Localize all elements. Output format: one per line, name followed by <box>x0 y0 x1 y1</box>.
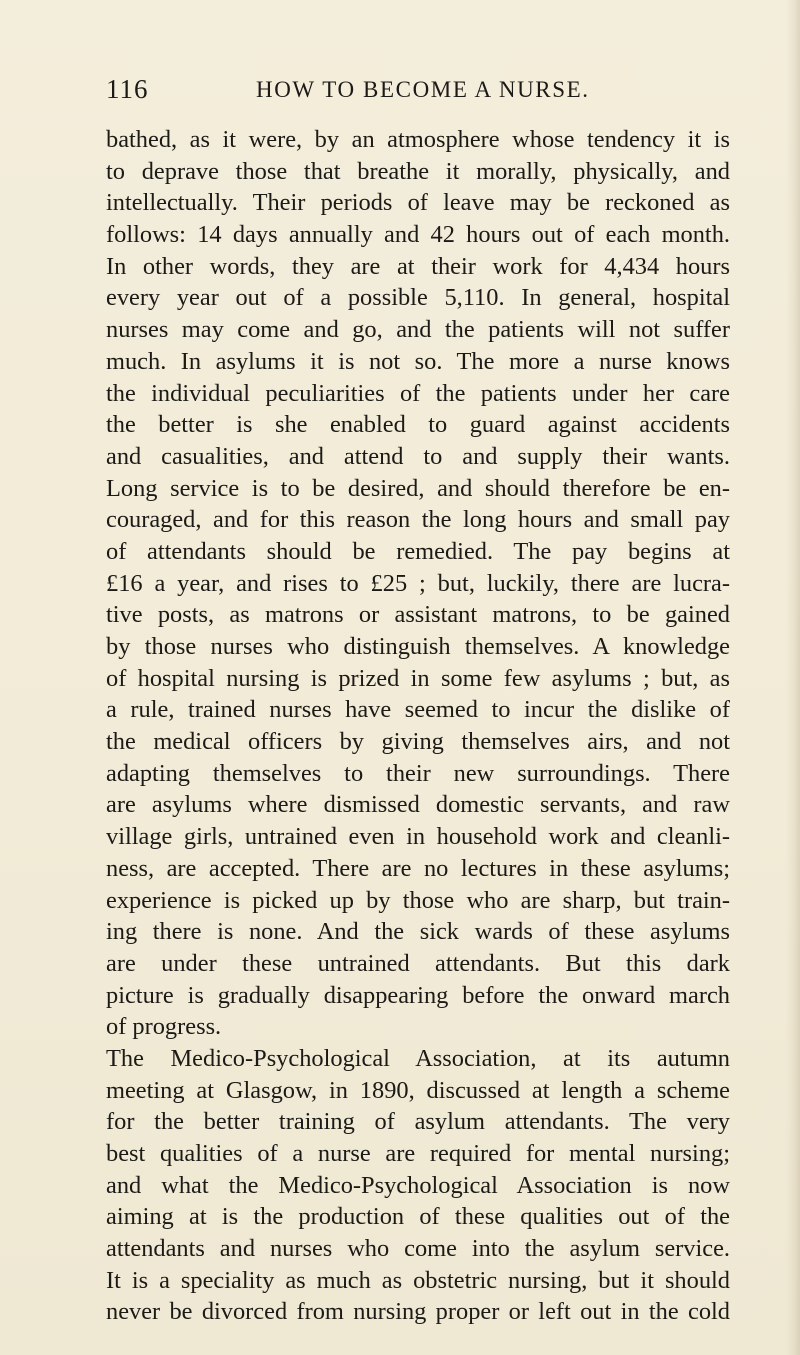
text-line: the individual peculiarities of the patients under her care <box>106 379 730 407</box>
text-line: of progress. <box>106 1013 222 1041</box>
text-line: The Medico-Psychological Association, at its autumn <box>106 1044 730 1072</box>
text-line: tive posts, as matrons or assistant matrons, to be gained <box>106 601 730 629</box>
text-line: and casualities, and attend to and supply their wants. <box>106 442 730 470</box>
text-line: picture is gradually disappearing before the onward march <box>106 981 730 1009</box>
page-edge-shadow <box>786 0 800 1355</box>
text-line: aiming at is the production of these qualities out of the <box>106 1203 730 1231</box>
text-line: intellectually. Their periods of leave may be reckoned as <box>106 189 730 217</box>
text-line: by those nurses who distinguish themselves. A knowledge <box>106 633 730 660</box>
text-line: ness, are accepted. There are no lectures in these asylums; <box>106 854 730 882</box>
text-line: best qualities of a nurse are required for mental nursing; <box>106 1140 730 1167</box>
text-line: couraged, and for this reason the long hours and small pay <box>106 506 730 534</box>
text-line: bathed, as it were, by an atmosphere whose tendency it is <box>106 126 730 153</box>
text-line: are asylums where dismissed domestic servants, and raw <box>106 791 730 819</box>
text-line: and what the Medico-Psychological Association is now <box>106 1171 730 1199</box>
text-line: In other words, they are at their work for 4,434 hours <box>106 252 730 280</box>
text-line: ing there is none. And the sick wards of these asylums <box>106 918 730 946</box>
body-text <box>106 124 730 1328</box>
text-line: It is a speciality as much as obstetric nursing, but it should <box>106 1266 730 1294</box>
text-line: of hospital nursing is prized in some few asylums ; but, as <box>106 664 730 692</box>
page-number: 116 <box>106 74 149 104</box>
text-line: follows: 14 days annually and 42 hours out of each month. <box>106 221 730 249</box>
text-line: nurses may come and go, and the patients will not suffer <box>106 316 730 344</box>
running-head <box>106 74 726 114</box>
text-line: village girls, untrained even in household work and cleanli- <box>106 823 730 851</box>
text-line: never be divorced from nursing proper or left out in the cold <box>106 1298 730 1326</box>
text-line: of attendants should be remedied. The pay begins at <box>106 537 730 565</box>
text-line: meeting at Glasgow, in 1890, discussed at length a scheme <box>106 1076 730 1104</box>
text-line: adapting themselves to their new surroundings. There <box>106 759 730 787</box>
running-title: HOW TO BECOME A NURSE. <box>256 77 590 102</box>
text-line: are under these untrained attendants. But this dark <box>106 949 730 977</box>
text-line: much. In asylums it is not so. The more a nurse knows <box>106 347 730 375</box>
text-line: £16 a year, and rises to £25 ; but, luckily, there are lucra- <box>106 569 730 597</box>
text-line: for the better training of asylum attendants. The very <box>106 1108 730 1136</box>
text-line: a rule, trained nurses have seemed to incur the dislike of <box>106 696 730 724</box>
text-line: Long service is to be desired, and should therefore be en- <box>106 474 730 502</box>
text-line: every year out of a possible 5,110. In general, hospital <box>106 284 730 312</box>
text-line: the better is she enabled to guard against accidents <box>106 411 730 439</box>
text-line: experience is picked up by those who are sharp, but train- <box>106 886 730 914</box>
text-line: the medical officers by giving themselves airs, and not <box>106 728 730 756</box>
text-line: to deprave those that breathe it morally, physically, and <box>106 157 730 185</box>
text-line: attendants and nurses who come into the asylum service. <box>106 1235 730 1263</box>
